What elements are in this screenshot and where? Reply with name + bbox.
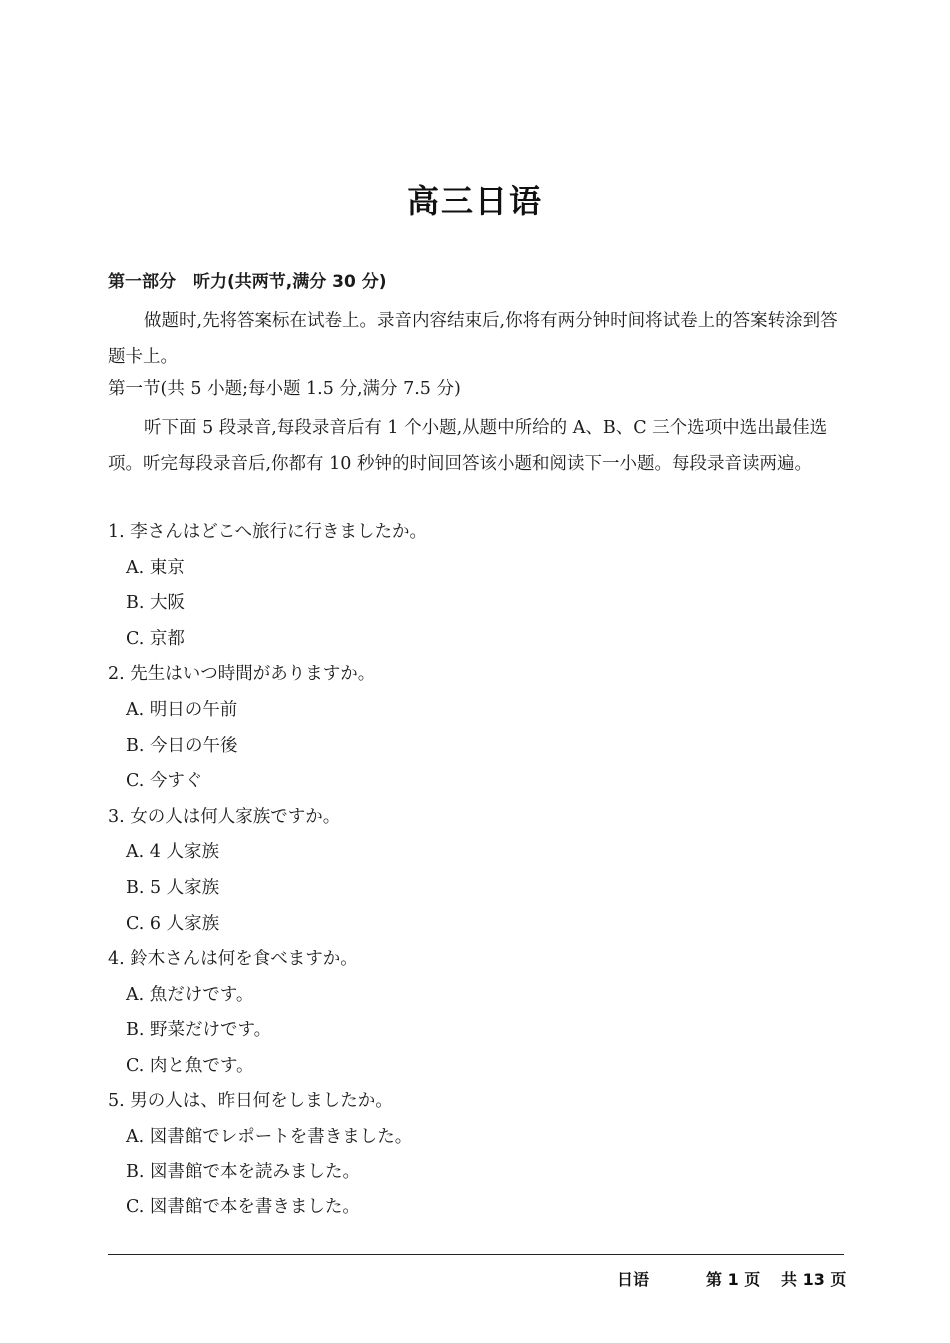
question-3-option-b: B. 5 人家族 <box>126 878 220 898</box>
part1-instruction: 做题时,先将答案标在试卷上。录音内容结束后,你将有两分钟时间将试卷上的答案转涂到答题卡上。 <box>108 311 838 367</box>
part1-heading: 第一部分 听力(共两节,满分 30 分) <box>108 272 387 292</box>
question-2-option-a: A. 明日の午前 <box>126 700 238 720</box>
footer-total-pages: 共 13 页 <box>781 1270 847 1289</box>
question-3: 3. 女の人は何人家族ですか。 <box>108 807 341 827</box>
question-4-option-c: C. 肉と魚です。 <box>126 1056 254 1076</box>
question-5-option-c: C. 図書館で本を書きました。 <box>126 1197 360 1217</box>
question-4: 4. 鈴木さんは何を食べますか。 <box>108 949 358 969</box>
question-4-option-b: B. 野菜だけです。 <box>126 1020 272 1040</box>
question-1: 1. 李さんはどこへ旅行に行きましたか。 <box>108 522 428 542</box>
question-1-option-a: A. 東京 <box>126 558 185 578</box>
question-5-option-a: A. 図書館でレポートを書きました。 <box>126 1127 413 1147</box>
section1-instruction: 听下面 5 段录音,每段录音后有 1 个小题,从题中所给的 A、B、C 三个选项中选出最佳选项。听完每段录音后,你都有 10 秒钟的时间回答该小题和阅读下一小题。每段录音读两遍。 <box>108 418 828 474</box>
question-2-option-b: B. 今日の午後 <box>126 736 238 756</box>
question-5-option-b: B. 図書館で本を読みました。 <box>126 1162 360 1182</box>
question-2-option-c: C. 今すぐ <box>126 771 203 791</box>
question-4-option-a: A. 魚だけです。 <box>126 985 254 1005</box>
section1-heading: 第一节(共 5 小题;每小题 1.5 分,满分 7.5 分) <box>108 379 461 399</box>
question-2: 2. 先生はいつ時間がありますか。 <box>108 664 376 684</box>
question-3-option-a: A. 4 人家族 <box>126 842 219 862</box>
question-5: 5. 男の人は、昨日何をしましたか。 <box>108 1091 393 1111</box>
question-3-option-c: C. 6 人家族 <box>126 914 220 934</box>
footer-divider <box>108 1254 844 1255</box>
footer-page-number: 第 1 页 <box>706 1270 761 1289</box>
question-1-option-c: C. 京都 <box>126 629 185 649</box>
question-1-option-b: B. 大阪 <box>126 593 185 613</box>
page-title: 高三日语 <box>406 182 543 220</box>
footer-subject: 日语 <box>617 1270 650 1289</box>
